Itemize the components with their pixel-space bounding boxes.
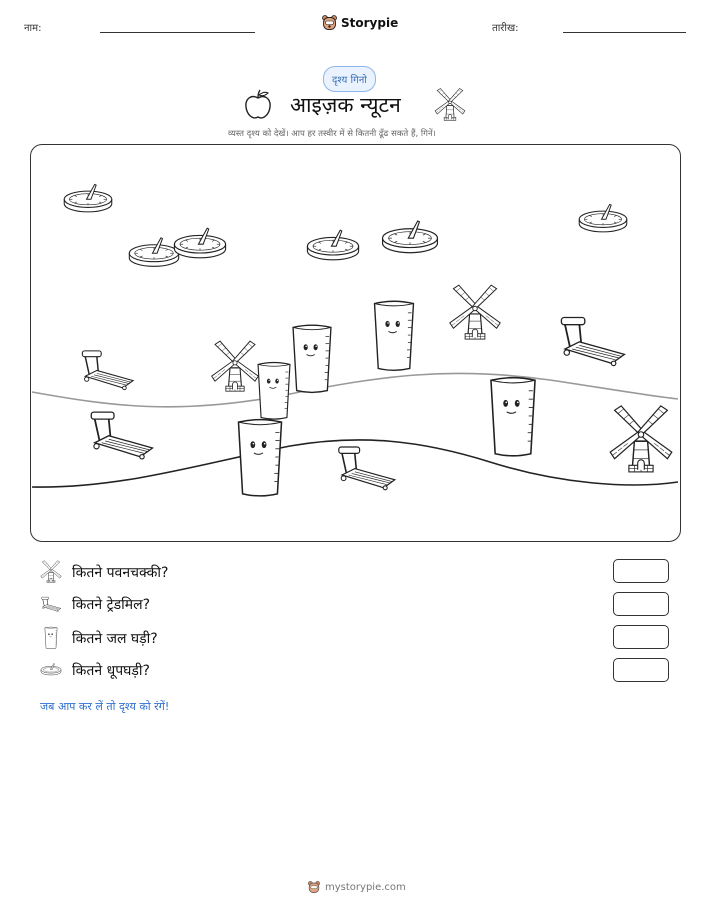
answer-box-water-clock[interactable] — [613, 625, 669, 649]
water-clock-2 — [293, 325, 331, 392]
sundial-2 — [129, 238, 178, 267]
water-clock-5 — [491, 378, 535, 456]
instructions-text: व्यस्त दृश्य को देखें। आप हर तस्वीर में से कितनी ढूँढ सकते हैं, गिनें। — [228, 129, 436, 139]
answer-box-treadmill[interactable] — [613, 592, 669, 616]
storypie-logo — [322, 14, 398, 31]
water-clock-icon — [40, 626, 62, 650]
water-clock-1 — [258, 363, 290, 420]
apple-icon — [243, 89, 273, 121]
footer-link[interactable]: mystorypie.com — [325, 881, 406, 893]
windmill-icon — [40, 560, 62, 584]
treadmill-icon — [40, 593, 62, 615]
sundial-icon — [40, 659, 62, 681]
treadmill-3 — [339, 447, 395, 490]
windmill-1 — [212, 341, 259, 391]
coloring-note: जब आप कर लें तो दृश्य को रंगें! — [40, 700, 170, 713]
windmill-3 — [610, 406, 672, 472]
date-line[interactable] — [563, 32, 686, 33]
question-row-windmill — [40, 560, 168, 584]
answer-box-sundial[interactable] — [613, 658, 669, 682]
logo-text: Storypie — [341, 15, 399, 30]
far-ground-line — [32, 373, 678, 406]
question-text: कितने धूपघड़ी? — [72, 662, 150, 679]
question-text: कितने ट्रेडमिल? — [72, 596, 151, 613]
name-label: नाम: — [24, 23, 42, 34]
water-clock-3 — [375, 301, 414, 370]
sundial-3 — [174, 228, 225, 258]
sundial-6 — [579, 204, 627, 231]
storypie-bear-icon — [322, 14, 337, 31]
footer — [308, 880, 406, 894]
sundial-1 — [64, 184, 112, 211]
windmill-2 — [450, 285, 500, 339]
water-clock-4 — [238, 420, 281, 496]
storypie-bear-icon — [308, 880, 320, 894]
question-row-water-clock — [40, 626, 158, 650]
date-label: तारीख: — [492, 23, 519, 34]
question-row-treadmill — [40, 593, 150, 615]
question-text: कितने जल घड़ी? — [72, 630, 158, 647]
question-row-sundial — [40, 659, 150, 681]
answer-box-windmill[interactable] — [613, 559, 669, 583]
question-text: कितने पवनचक्की? — [72, 564, 169, 581]
sundial-5 — [383, 221, 438, 253]
scene-illustration — [30, 144, 680, 541]
sundial-4 — [307, 230, 358, 260]
windmill-title-icon — [434, 88, 466, 122]
treadmill-1 — [82, 351, 133, 390]
page-title: आइज़क न्यूटन — [290, 93, 401, 117]
treadmill-2 — [91, 412, 152, 459]
category-badge: दृश्य गिनो — [323, 66, 376, 92]
name-line[interactable] — [100, 32, 255, 33]
treadmill-4 — [561, 318, 624, 366]
